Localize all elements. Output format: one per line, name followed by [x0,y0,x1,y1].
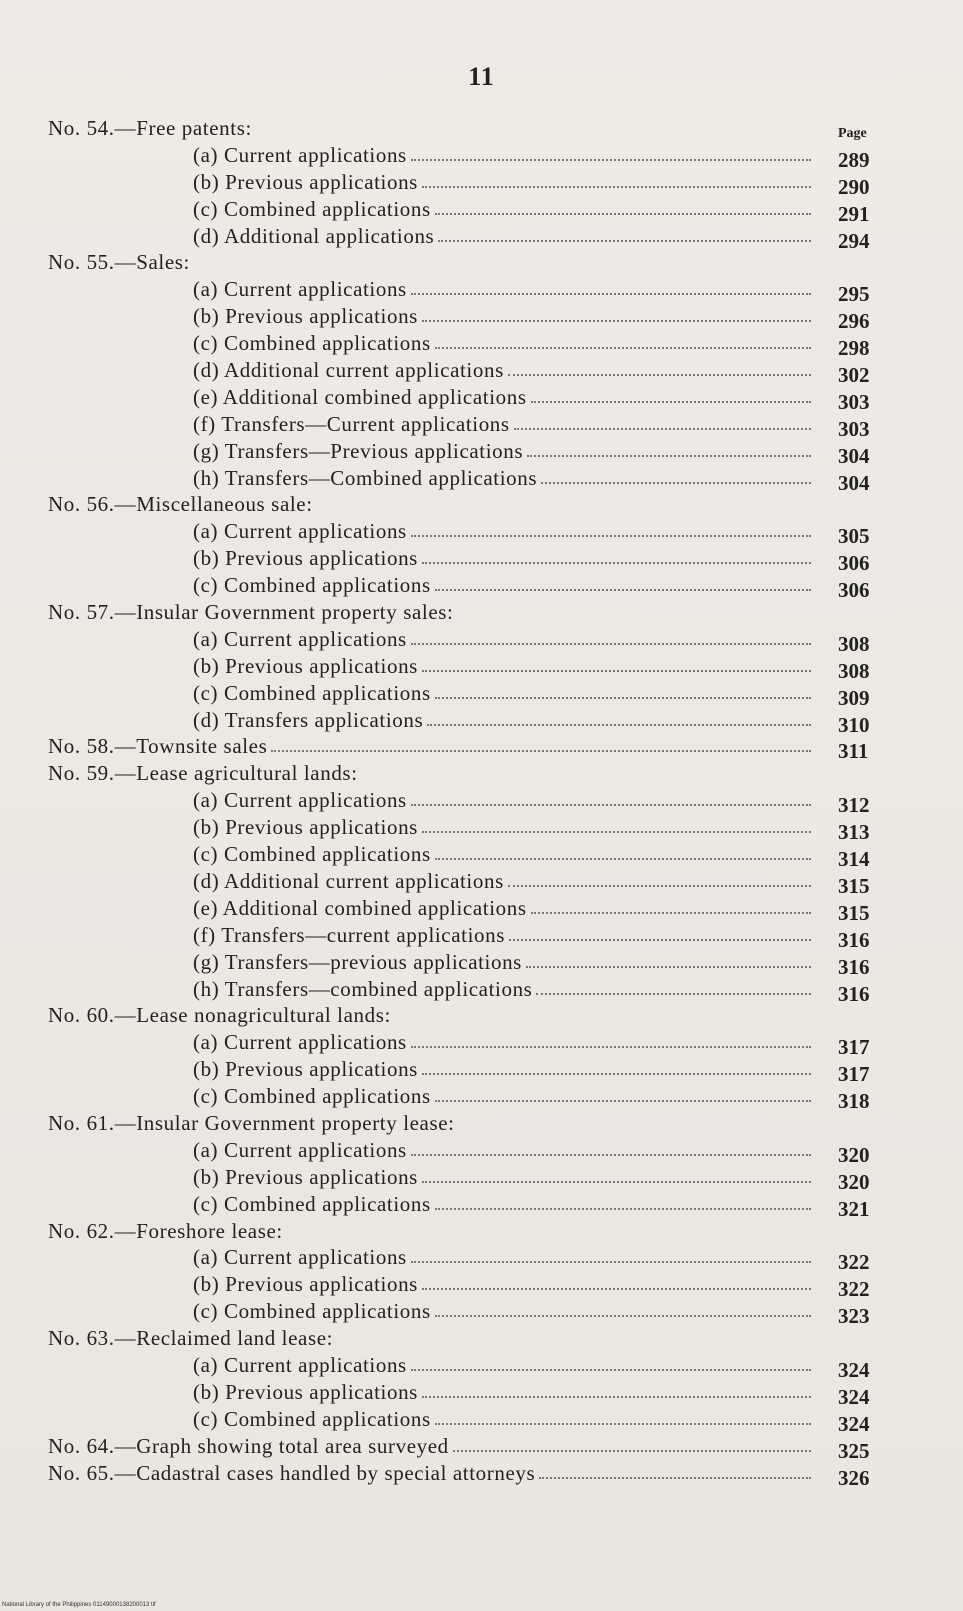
dot-leader [438,240,811,242]
toc-heading-row [0,1460,963,1490]
toc-entry-text: (c) Combined applications [193,1191,431,1216]
toc-page-number: 311 [838,739,869,764]
toc-page-number: 289 [838,147,870,172]
toc-entry-text: (b) Previous applications [193,304,418,329]
toc-entry-text: (a) Current applications [193,1352,407,1377]
dot-leader [422,831,811,833]
toc-entry-row [0,1056,963,1087]
dot-leader [422,562,811,564]
dot-leader [411,804,811,806]
toc-page-number: 296 [838,309,870,334]
toc-entry-text: (b) Previous applications [193,1379,418,1404]
toc-entry-text: (b) Previous applications [193,169,418,194]
toc-page-number: 316 [838,954,870,979]
dot-leader [411,159,811,161]
toc-entry-text: No. 59.—Lease agricultural lands: [48,761,358,786]
toc-heading-row [0,733,963,764]
toc-page-number: 310 [838,712,870,737]
toc-entry-text: (c) Combined applications [193,842,431,867]
toc-entry-row [0,1298,963,1329]
toc-heading-row [0,1325,963,1352]
dot-leader [508,374,811,376]
toc-page-number: 312 [838,793,870,818]
toc-entry-text: (d) Additional current applications [193,868,504,893]
toc-entry-row [0,976,963,1006]
toc-page-number: 302 [838,363,870,388]
toc-page-number: 303 [838,416,870,441]
toc-page-number: 303 [838,389,870,414]
toc-entry-row [0,518,963,549]
toc-page-number: 313 [838,820,870,845]
dot-leader [527,455,811,457]
toc-entry-text: (c) Combined applications [193,196,431,221]
toc-entry-text: (b) Previous applications [193,1272,418,1297]
toc-entry-row [0,438,963,468]
toc-entry-row [0,1029,963,1060]
toc-entry-text: (g) Transfers—Previous applications [193,438,524,463]
dot-leader [514,428,811,430]
toc-entry-row [0,1352,963,1382]
toc-page-number: 315 [838,873,870,898]
toc-page-number: 294 [838,228,870,253]
toc-heading-row [0,115,963,142]
toc-entry-row [0,868,963,898]
toc-entry-text: No. 63.—Reclaimed land lease: [48,1326,334,1351]
toc-entry-row [0,196,963,226]
toc-page-number: 304 [838,470,870,495]
toc-entry-text: (c) Combined applications [193,1299,431,1324]
toc-entry-row [0,895,963,925]
toc-entry-text: (a) Current applications [193,142,407,167]
dot-leader [422,186,811,188]
dot-leader [435,1208,811,1210]
toc-entry-row [0,411,963,441]
toc-page-number: 304 [838,443,870,468]
toc-page-number: 308 [838,631,870,656]
toc-entry-row [0,303,963,334]
toc-page-number: 314 [838,847,870,872]
dot-leader [411,1261,811,1263]
toc-heading-row [0,1433,963,1463]
toc-page-number: 316 [838,927,870,952]
toc-entry-row [0,1164,963,1194]
toc-page-number: 324 [838,1384,870,1409]
toc-entry-text: (a) Current applications [193,1245,407,1270]
toc-page-number: 320 [838,1169,870,1194]
toc-entry-row [0,1271,963,1302]
toc-entry-text: (b) Previous applications [193,546,418,571]
toc-heading-row [0,599,963,626]
dot-leader [435,697,811,699]
dot-leader [411,293,811,295]
toc-entry-text: (c) Combined applications [193,573,431,598]
toc-page-number: 316 [838,981,870,1006]
dot-leader [422,1073,811,1075]
toc-page-number: 323 [838,1304,870,1329]
toc-page-number: 320 [838,1142,870,1167]
toc-entry-text: (c) Combined applications [193,331,431,356]
toc-page-number: 291 [838,201,870,226]
toc-entry-row [0,922,963,952]
dot-leader [435,858,811,860]
toc-page-number: 321 [838,1196,870,1221]
toc-entry-row [0,787,963,818]
dot-leader [453,1450,811,1452]
toc-entry-text: (b) Previous applications [193,815,418,840]
dot-leader [435,1423,811,1425]
toc-entry-text: No. 54.—Free patents: [48,116,252,140]
toc-entry-row [0,653,963,683]
toc-entry-text: No. 60.—Lease nonagricultural lands: [48,1003,391,1028]
toc-entry-text: No. 55.—Sales: [48,250,190,275]
toc-entry-row [0,572,963,603]
toc-entry-text: (b) Previous applications [193,1057,418,1082]
toc-entry-row [0,1244,963,1275]
toc-entry-text: No. 56.—Miscellaneous sale: [48,492,313,517]
toc-entry-row [0,276,963,307]
toc-entry-text: (a) Current applications [193,519,407,544]
dot-leader [411,1369,811,1371]
dot-leader [271,750,811,752]
toc-entry-row [0,680,963,710]
toc-page-number: 318 [838,1089,870,1114]
page-number: 11 [468,62,495,91]
toc-entry-row [0,626,963,656]
dot-leader [435,347,811,349]
toc-entry-text: (f) Transfers—current applications [193,922,505,947]
toc-entry-row [0,1083,963,1114]
toc-page-number: 317 [838,1035,870,1060]
dot-leader [531,912,811,914]
page-column-label: Page [838,126,867,141]
toc-heading-row [0,1002,963,1029]
dot-leader [422,670,811,672]
toc-page-number: 309 [838,685,870,710]
dot-leader [422,1288,811,1290]
toc-page-number: 325 [838,1438,870,1463]
dot-leader [411,1154,811,1156]
toc-entry-row [0,384,963,414]
toc-page-number: 324 [838,1357,870,1382]
toc-entry-text: (e) Additional combined applications [193,384,527,409]
toc-entry-text: No. 58.—Townsite sales [48,734,268,759]
toc-page-number: 315 [838,900,870,925]
toc-entry-row [0,1137,963,1167]
toc-entry-row [0,1379,963,1409]
dot-leader [509,939,811,941]
toc-heading-row [0,1110,963,1137]
toc-entry-text: No. 62.—Foreshore lease: [48,1218,283,1243]
dot-leader [427,724,811,726]
dot-leader [435,213,811,215]
dot-leader [422,320,811,322]
toc-entry-text: (e) Additional combined applications [193,895,527,920]
toc-entry-row [0,465,963,495]
table-of-contents [0,115,963,1490]
dot-leader [411,1046,811,1048]
toc-entry-text: (b) Previous applications [193,1164,418,1189]
dot-leader [536,993,811,995]
toc-entry-text: (h) Transfers—Combined applications [193,465,538,490]
toc-entry-row [0,223,963,253]
toc-page-number: 290 [838,174,870,199]
dot-leader [508,885,811,887]
toc-entry-text: No. 57.—Insular Government property sales: [48,600,454,625]
toc-entry-text: (a) Current applications [193,788,407,813]
toc-entry-row [0,707,963,737]
toc-page-number: 295 [838,282,870,307]
toc-heading-row [0,760,963,787]
dot-leader [539,1477,811,1479]
toc-entry-text: (d) Additional applications [193,223,435,248]
toc-entry-text: (c) Combined applications [193,1084,431,1109]
toc-entry-row [0,357,963,388]
toc-entry-row [0,814,963,845]
toc-page-number: 322 [838,1250,870,1275]
dot-leader [541,482,811,484]
toc-page-number: 322 [838,1277,870,1302]
dot-leader [422,1396,811,1398]
toc-entry-text: (g) Transfers—previous applications [193,949,522,974]
toc-entry-row [0,545,963,576]
dot-leader [435,1315,811,1317]
toc-entry-text: (d) Transfers applications [193,707,424,732]
toc-entry-text: (a) Current applications [193,277,407,302]
toc-entry-text: (a) Current applications [193,1137,407,1162]
dot-leader [411,643,811,645]
scan-footer: National Library of the Philippines 01149000138200013 tif [2,1602,156,1608]
toc-entry-text: (d) Additional current applications [193,358,504,383]
toc-entry-row [0,841,963,872]
toc-entry-row [0,169,963,199]
dot-leader [422,1181,811,1183]
toc-page-number: 306 [838,551,870,576]
toc-page-number: 298 [838,336,870,361]
toc-entry-row [0,142,963,172]
toc-page-number: 317 [838,1062,870,1087]
toc-page-number: 306 [838,578,870,603]
toc-entry-text: (a) Current applications [193,1030,407,1055]
toc-page-number: 324 [838,1411,870,1436]
toc-heading-row [0,249,963,276]
dot-leader [531,401,811,403]
toc-entry-row [0,1191,963,1221]
toc-entry-text: No. 65.—Cadastral cases handled by special attorneys [48,1460,536,1485]
toc-page-number: 308 [838,658,870,683]
dot-leader [526,966,811,968]
toc-heading-row [0,1218,963,1245]
toc-entry-row [0,330,963,361]
toc-page-number: 326 [838,1465,870,1490]
toc-entry-text: (b) Previous applications [193,653,418,678]
toc-heading-row [0,491,963,518]
dot-leader [411,535,811,537]
toc-entry-text: No. 61.—Insular Government property lease: [48,1110,455,1135]
dot-leader [435,589,811,591]
toc-entry-text: (c) Combined applications [193,1406,431,1431]
toc-page-number: 305 [838,524,870,549]
toc-entry-row [0,1406,963,1436]
toc-entry-text: No. 64.—Graph showing total area surveyed [48,1433,449,1458]
toc-entry-text: (h) Transfers—combined applications [193,976,533,1001]
toc-entry-text: (f) Transfers—Current applications [193,411,510,436]
dot-leader [435,1100,811,1102]
toc-entry-row [0,949,963,979]
toc-entry-text: (c) Combined applications [193,680,431,705]
toc-entry-text: (a) Current applications [193,626,407,651]
